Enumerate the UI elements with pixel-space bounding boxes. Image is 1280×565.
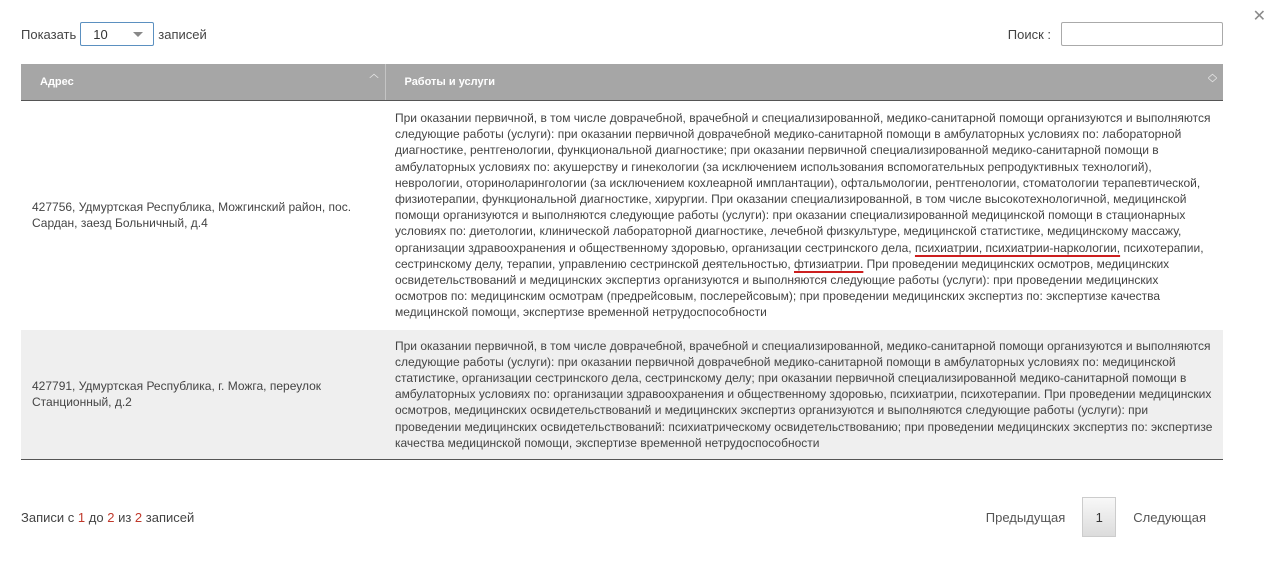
- info-total: 2: [134, 510, 143, 525]
- address-cell: 427756, Удмуртская Республика, Можгинский район, пос. Сардан, заезд Больничный, д.4: [32, 200, 352, 231]
- table-row: [21, 101, 1223, 330]
- sort-asc-icon: ︿: [369, 69, 379, 79]
- info-from: 1: [77, 510, 86, 525]
- info-to-word: до: [88, 510, 104, 525]
- search-label: Поиск :: [1007, 26, 1051, 42]
- services-cell: При оказании первичной, в том числе доврачебной, врачебной и специализированной, медико-санитарной помощи организуются и выполняются следующие работы (услуги): при оказании первичной доврачебной медико-санитарной помощи в амбулаторных условиях по: медицинской статистике, организации сестринского дела, сестринскому делу; при оказании первичной специализированной медико-санитарной помощи в амбулаторных условиях по: организации здравоохранения и общественному здоровью, психиатрии, психотерапии. При проведении медицинских осмотров, медицинских освидетельствований и медицинских экспертиз организуются и выполняются следующие работы (услуги): при проведении медицинских освидетельствований: психиатрическому освидетельствованию; при проведении медицинских экспертиз по: экспертизе качества медицинской помощи, экспертизе временной нетрудоспособности: [385, 330, 1223, 460]
- chevron-down-icon: [133, 32, 143, 37]
- highlighted-text: психиатрии, психиатрии-наркологии,: [914, 240, 1121, 255]
- services-text: При проведении медицинских осмотров, медицинских освидетельствований и медицинских экспертиз организуются и выполняются следующие работы (услуги): при проведении медицинских осмотров по: медицинским осмотрам (предрейсовым, послерейсовым); при проведении медицинских экспертиз по: экспертизе качества медицинской помощи, экспертизе временной нетрудоспособности: [395, 256, 1170, 320]
- services-text: психотерапии, сестринскому делу, терапии, управлению сестринской деятельностью,: [395, 240, 1204, 271]
- info-to: 2: [107, 510, 115, 525]
- column-header-address[interactable]: [21, 64, 385, 101]
- info-prefix: Записи с: [21, 510, 75, 525]
- close-icon[interactable]: ✕: [1252, 6, 1266, 25]
- search-input[interactable]: [1061, 22, 1223, 46]
- length-menu: [21, 22, 207, 46]
- page-button-current[interactable]: 1: [1082, 497, 1116, 537]
- column-header-label: Работы и услуги: [404, 76, 495, 88]
- info-suffix: записей: [145, 510, 195, 525]
- page-length-value: 10: [93, 26, 108, 42]
- column-header-services[interactable]: [385, 64, 1223, 101]
- table-controls: [21, 22, 1223, 48]
- length-menu-suffix: записей: [158, 26, 207, 42]
- table-info: [21, 510, 194, 525]
- services-text: При оказании первичной, в том числе доврачебной, врачебной и специализированной, медико-санитарной помощи организуются и выполняются следующие работы (услуги): при оказании первичной доврачебной медико-санитарной помощи в амбулаторных условиях по: лабораторной диагностике, рентгенологии, функциональной диагностике; при оказании первичной специализированной медико-санитарной помощи в амбулаторных условиях по: акушерству и гинекологии (за исключением использования вспомогательных репродуктивных технологий), неврологии, оториноларингологии (за исключением кохлеарной имплантации), офтальмологии, рентгенологии, стоматологии терапевтической, физиотерапии, функциональной диагностике, хирургии. При оказании специализированной, в том числе высокотехнологичной, медицинской помощи организуются и выполняются следующие работы (услуги): при оказании специализированной медицинской помощи в стационарных условиях по: диетологии, клинической лабораторной диагностике, лечебной физкультуре, медицинской статистике, медицинскому массажу, организации здравоохранения и общественному здоровью, организации сестринского дела,: [395, 111, 1211, 255]
- sort-both-icon: ︿ ﹀: [1207, 69, 1217, 88]
- pagination: [969, 497, 1223, 537]
- highlighted-text: фтизиатрии.: [794, 256, 864, 271]
- next-button[interactable]: Следующая: [1133, 509, 1206, 525]
- address-cell: 427791, Удмуртская Республика, г. Можга, переулок Станционный, д.2: [21, 330, 385, 460]
- table-row: [21, 330, 1223, 460]
- info-of-word: из: [118, 510, 132, 525]
- page-length-select[interactable]: [80, 22, 154, 46]
- results-table: [21, 64, 1223, 460]
- length-menu-prefix: Показать: [21, 26, 77, 42]
- search-box: [1008, 22, 1223, 46]
- previous-button[interactable]: Предыдущая: [985, 509, 1066, 525]
- table-header-row: [21, 64, 1223, 101]
- services-cell: [385, 101, 1223, 330]
- column-header-label: Адрес: [40, 76, 74, 88]
